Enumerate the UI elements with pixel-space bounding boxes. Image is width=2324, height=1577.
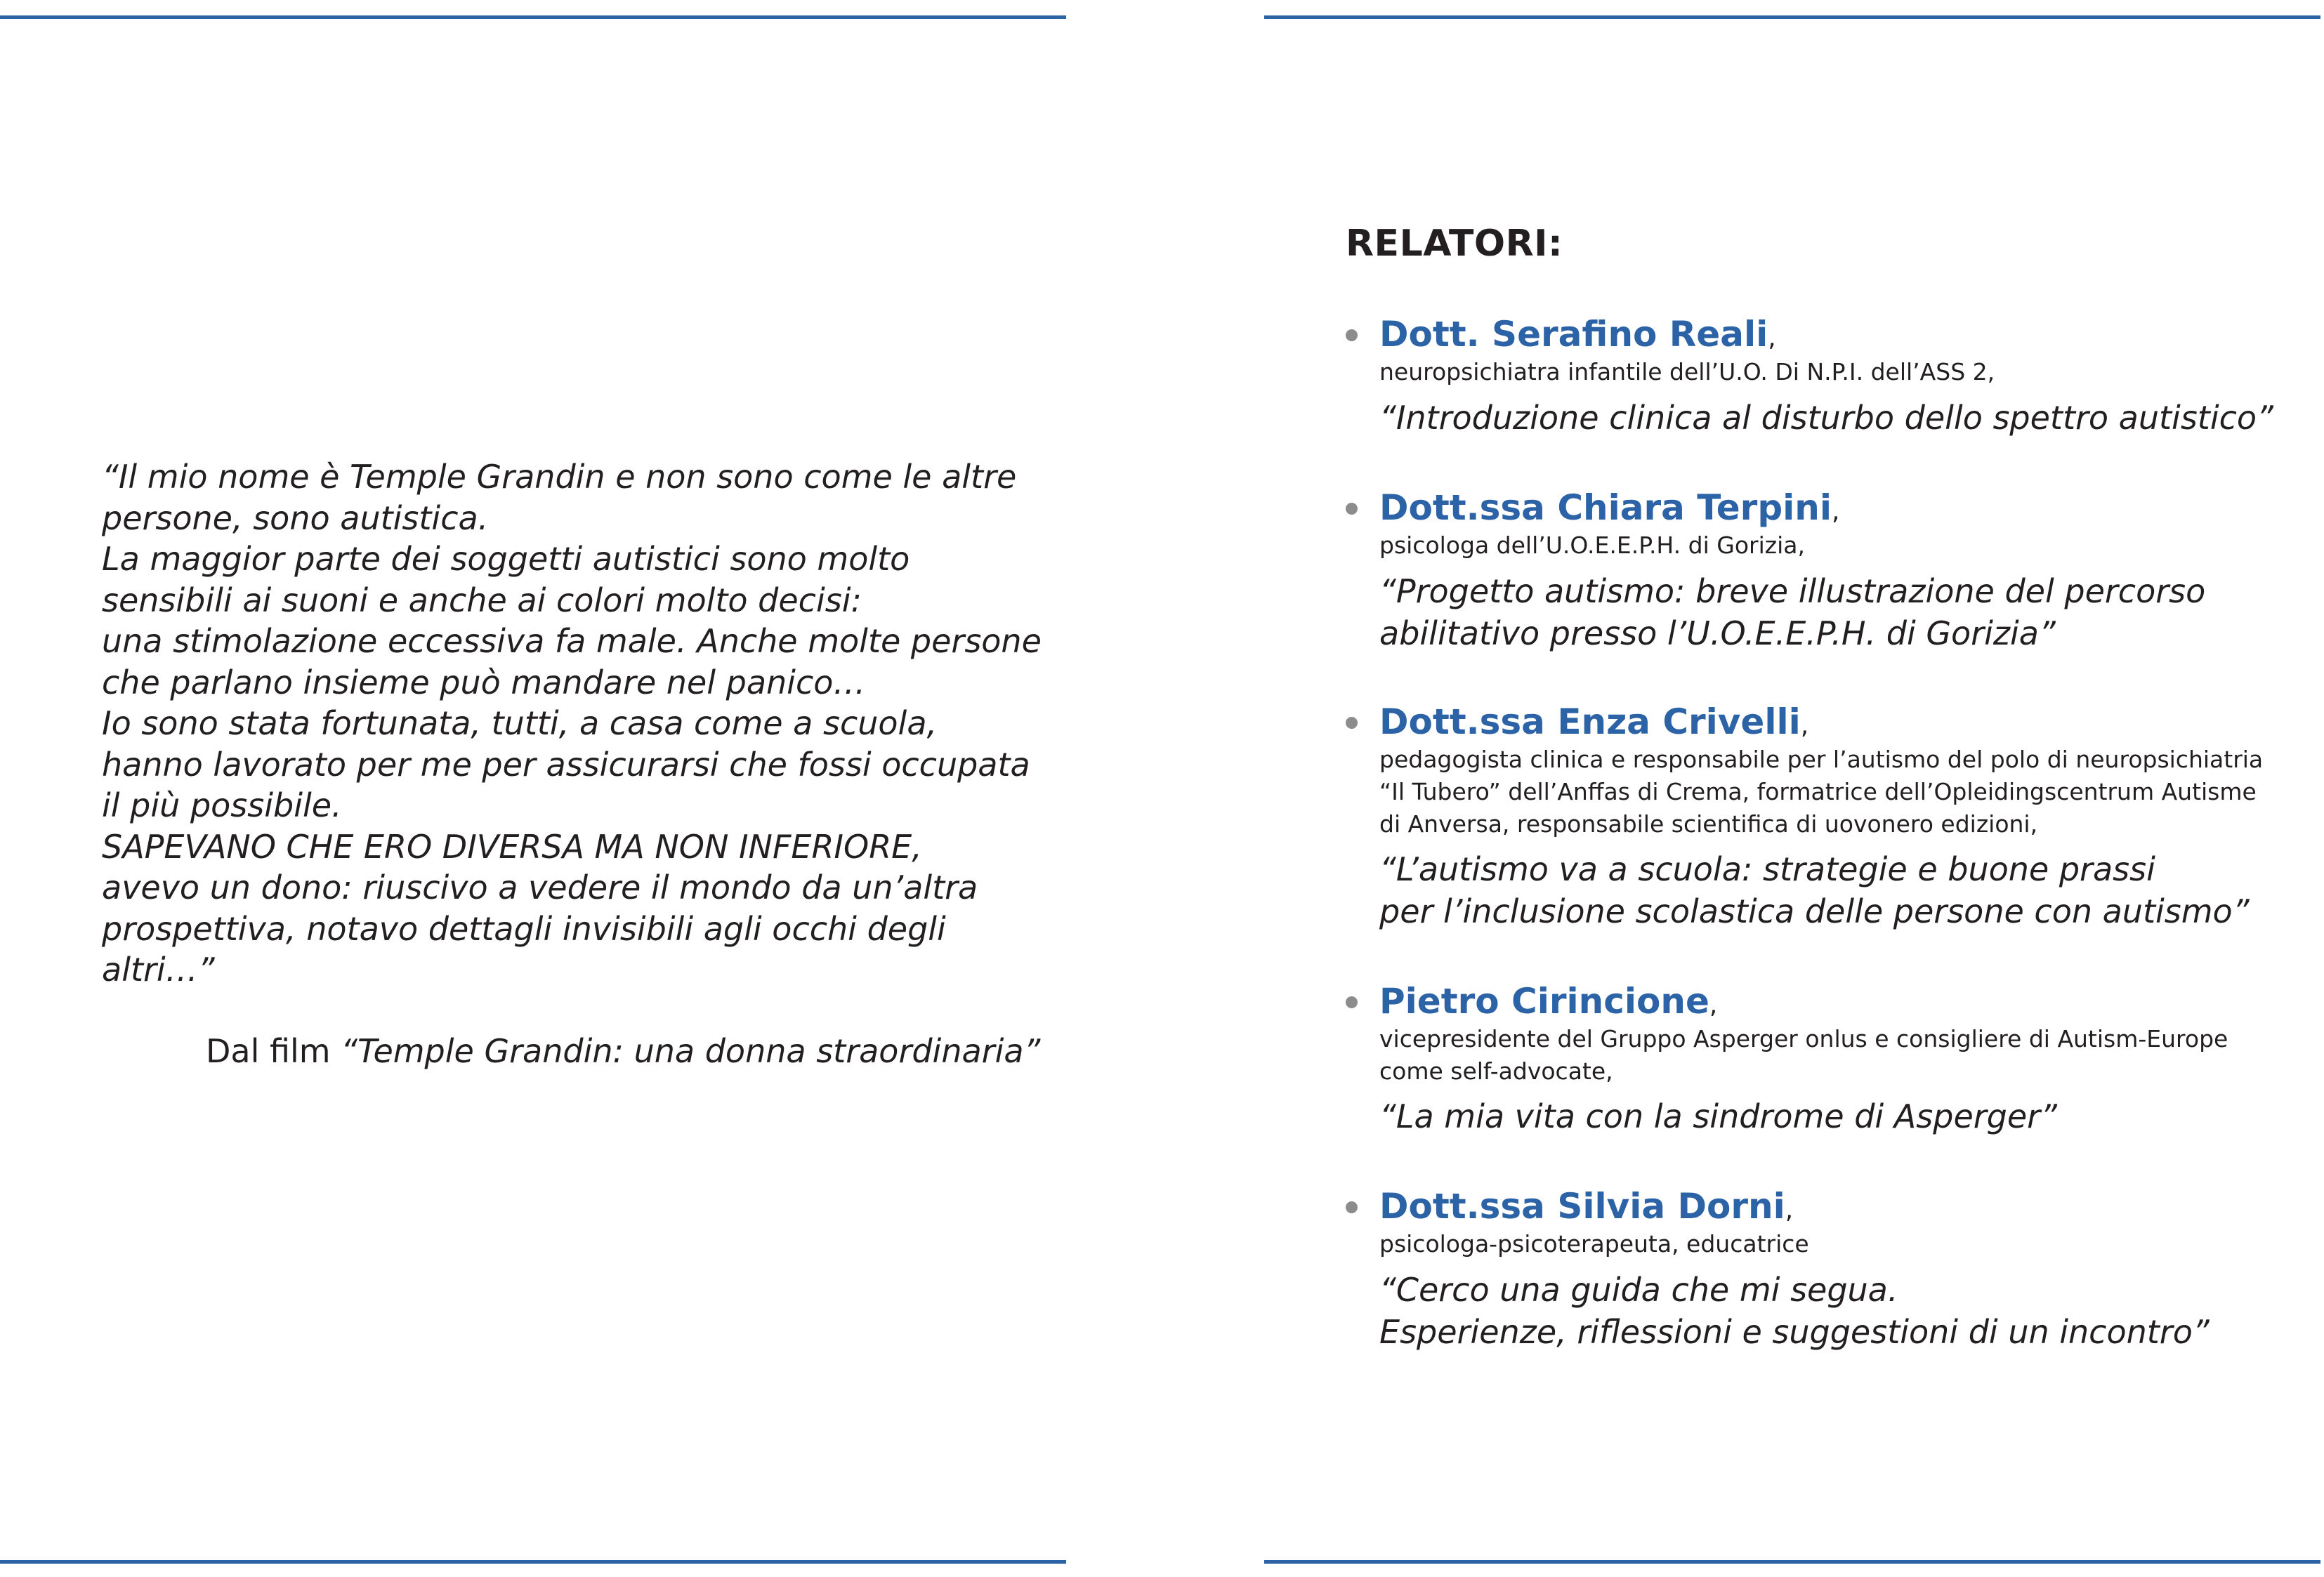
section-title: RELATORI: (1346, 223, 1563, 265)
speaker-role (1379, 744, 2263, 840)
quote-line: La maggior parte dei soggetti autistici sono molto (102, 540, 910, 578)
quote-line: hanno lavorato per me per assicurarsi che fossi occupata (102, 745, 1030, 784)
talk-title (1379, 1269, 2210, 1353)
talk-title (1379, 570, 2205, 654)
quote-line: il più possibile. (102, 786, 342, 824)
temple-grandin-quote (102, 456, 1042, 991)
speaker-name-row (1379, 699, 1808, 749)
bullet-icon (1346, 717, 1358, 729)
speaker-role (1379, 356, 1995, 388)
role-line: psicologa-psicoterapeuta, educatrice (1379, 1230, 1809, 1258)
quote-line: Io sono stata fortunata, tutti, a casa come a scuola, (102, 704, 938, 742)
quote-source (206, 1031, 1040, 1071)
talk-title (1379, 397, 2273, 439)
speaker-role (1379, 529, 1805, 562)
bottom-rule (0, 1560, 1066, 1564)
talk-title (1379, 1095, 2057, 1137)
top-rule (1264, 15, 2320, 19)
bullet-icon (1346, 329, 1358, 341)
talk-line: per l’inclusione scolastica delle persone con autismo” (1379, 892, 2250, 930)
speaker-name: Dott.ssa Silvia Dorni (1379, 1186, 1785, 1227)
quote-line: “Il mio nome è Temple Grandin e non sono come le altre (102, 458, 1017, 496)
role-line: pedagogista clinica e responsabile per l’autismo del polo di neuropsichiatria (1379, 746, 2264, 773)
speaker-name: Dott. Serafino Reali (1379, 314, 1768, 355)
bottom-rule (1264, 1560, 2320, 1564)
talk-line: “Introduzione clinica al disturbo dello spettro autistico” (1379, 399, 2273, 437)
bullet-icon (1346, 1201, 1358, 1213)
source-prefix: Dal film (206, 1032, 341, 1070)
bullet-icon (1346, 996, 1358, 1008)
bullet-icon (1346, 503, 1358, 515)
talk-line: “Progetto autismo: breve illustrazione del percorso (1379, 572, 2206, 610)
speaker-name-row (1379, 1183, 1793, 1234)
right-page (1264, 0, 2324, 1577)
talk-line: abilitativo presso l’U.O.E.E.P.H. di Gorizia” (1379, 614, 2056, 652)
quote-line: sensibili ai suoni e anche ai colori molto decisi: (102, 581, 862, 619)
quote-line: persone, sono autistica. (102, 499, 489, 537)
talk-line: Esperienze, riflessioni e suggestioni di un incontro” (1379, 1313, 2210, 1351)
left-page (0, 0, 1082, 1577)
speaker-name: Dott.ssa Enza Crivelli (1379, 701, 1801, 742)
speaker-name-row (1379, 311, 1776, 362)
separator: , (1768, 324, 1776, 352)
separator: , (1832, 497, 1840, 526)
speaker-role (1379, 1228, 1809, 1260)
role-line: psicologa dell’U.O.E.E.P.H. di Gorizia, (1379, 532, 1805, 559)
separator: , (1785, 1196, 1794, 1225)
separator: , (1709, 991, 1718, 1020)
quote-line: SAPEVANO CHE ERO DIVERSA MA NON INFERIORE, (102, 827, 922, 866)
separator: , (1800, 711, 1809, 740)
talk-line: “La mia vita con la sindrome di Asperger” (1379, 1097, 2057, 1135)
quote-line: una stimolazione eccessiva fa male. Anche molte persone (102, 622, 1042, 660)
quote-line: prospettiva, notavo dettagli invisibili agli occhi degli (102, 909, 946, 948)
speaker-name-row (1379, 978, 1717, 1029)
role-line: vicepresidente del Gruppo Asperger onlus e consigliere di Autism-Europe (1379, 1025, 2228, 1053)
speaker-name: Dott.ssa Chiara Terpini (1379, 487, 1832, 528)
quote-line: altri…” (102, 951, 215, 989)
role-line: “Il Tubero” dell’Anffas di Crema, formatrice dell’Opleidingscentrum Autisme (1379, 778, 2257, 805)
quote-line: che parlano insieme può mandare nel panico… (102, 663, 866, 701)
top-rule (0, 15, 1066, 19)
speaker-role (1379, 1023, 2228, 1088)
talk-title (1379, 848, 2250, 932)
role-line: neuropsichiatra infantile dell’U.O. Di N.P.I. dell’ASS 2, (1379, 358, 1995, 385)
talk-line: “Cerco una guida che mi segua. (1379, 1271, 1898, 1309)
speaker-name-row (1379, 484, 1839, 535)
quote-line: avevo un dono: riuscivo a vedere il mondo da un’altra (102, 869, 978, 906)
role-line: come self-advocate, (1379, 1057, 1613, 1085)
film-title: “Temple Grandin: una donna straordinaria” (341, 1032, 1041, 1070)
role-line: di Anversa, responsabile scientifica di uovonero edizioni, (1379, 810, 2038, 838)
talk-line: “L’autismo va a scuola: strategie e buone prassi (1379, 850, 2155, 888)
speaker-name: Pietro Cirincione (1379, 981, 1709, 1022)
